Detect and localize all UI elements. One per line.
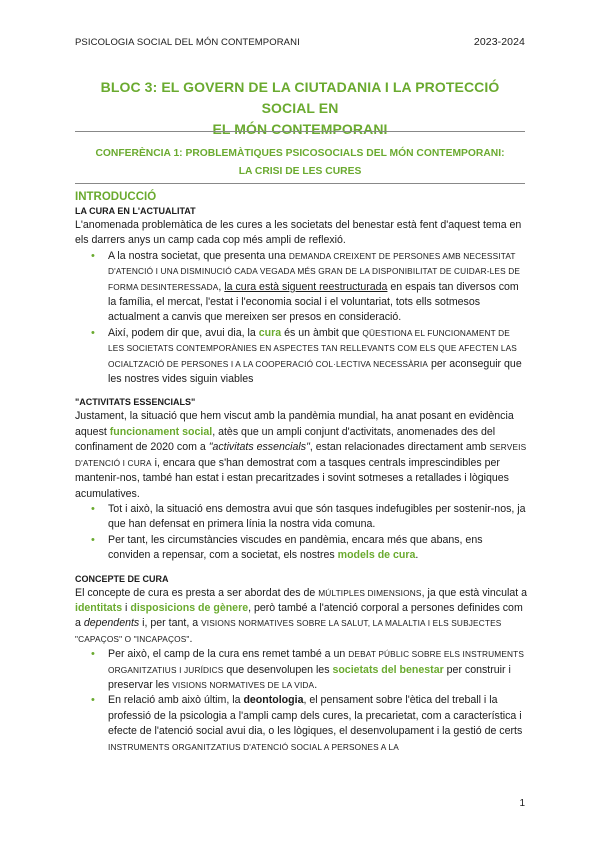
subheading-activitats: "ACTIVITATS ESSENCIALS" xyxy=(75,397,196,408)
bullet-dot-icon: • xyxy=(91,249,95,262)
list-item: • A la nostra societat, que presenta una DEMANDA CREIXENT DE PERSONES AMB NECESSITAT D'ATENCIÓ I UNA DISMINUCIÓ CADA VEGADA MÉS GRAN DE LA DISPONIBILITAT DE CUIDAR-LES DE FORMA DESINTERESSADA, la cura està siguent reestructurada en espais tan diversos com la família, el mercat, l'estat i l'economia social i el voluntariat, tots ells sotmesos actualment a canvis que mereixen ser presos en consideració. xyxy=(91,249,521,324)
title-line-2: EL MÓN CONTEMPORANI xyxy=(212,121,388,137)
concepte-bullet-list xyxy=(75,647,527,755)
activitats-bullet-list xyxy=(75,502,527,564)
intro-bullet-list xyxy=(75,249,527,388)
subheading-cura-actualitat: LA CURA EN L'ACTUALITAT xyxy=(75,206,196,216)
header-year: 2023-2024 xyxy=(473,36,525,48)
bullet-dot-icon: • xyxy=(91,648,95,661)
list-item: • Per tant, les circumstàncies viscudes en pandèmia, encara més que abans, ens conviden a repensar, com a societat, els nostres models de cura. xyxy=(91,533,483,562)
bullet-dot-icon: • xyxy=(91,326,95,339)
section-heading-intro: INTRODUCCIÓ xyxy=(75,191,157,203)
list-item: • Tot i això, la situació ens demostra avui que són tasques indefugibles per sostenir-nos, ja que han defensat en primera línia la nostra vida comuna. xyxy=(91,502,526,531)
bullet-dot-icon: • xyxy=(91,694,95,707)
title-line-1: BLOC 3: EL GOVERN DE LA CIUTADANIA I LA PROTECCIÓ SOCIAL EN xyxy=(100,79,500,116)
document-body xyxy=(75,190,527,755)
list-item: • Així, podem dir que, avui dia, la cura és un àmbit que QÜESTIONA EL FUNCIONAMENT DE LES SOCIETATS CONTEMPORÀNIES EN ASPECTES TAN RELLEVANTS COM ELS QUE AFECTEN LAS OCIALTZACIÓ DE PERSONES I A LA COOPERACIÓ COL·LECTIVA NECESSÀRIA per aconseguir que les nostres vides siguin viables xyxy=(91,326,522,386)
list-item: • Per això, el camp de la cura ens remet també a un DEBAT PÚBLIC SOBRE ELS INSTRUMENTS ORGANITZATIUS I JURÍDICS que desenvolupen les societats del benestar per construir i preservar les VISIONS NORMATIVES DE LA VIDA. xyxy=(91,648,525,691)
list-item: • En relació amb això últim, la deontologia, el pensament sobre l'ètica del treball i la professió de la psicologia a l'ampli camp dels cures, la precarietat, com a característica i efecte de l'atenció social avui dia, o les lògiques, el desenvolupament i la gestió de certs INSTRUMENTS ORGANITZATIUS D'ATENCIÓ SOCIAL A PERSONES A LA xyxy=(91,694,523,752)
conference-line-2: LA CRISI DE LES CURES xyxy=(238,166,362,177)
top-divider xyxy=(75,131,525,132)
activitats-paragraph: Justament, la situació que hem viscut amb la pandèmia mundial, ha anat posant en evidència aquest funcionament social, atès que un ampli conjunt d'activitats, anomenades des del confinament de 2020 com a "activitats essencials", estan relacionades directament amb SERVEIS D'ATENCIÓ I CURA i, encara que s'han demostrat com a tasques centrals imprescindibles per mantenir-nos, també han estat i estan precaritzades i sovint sotmeses a retallades i lògiques acumulatives. xyxy=(75,410,527,500)
conference-title xyxy=(75,145,525,181)
conference-line-1: CONFERÈNCIA 1: PROBLEMÀTIQUES PSICOSOCIALS DEL MÓN CONTEMPORANI: xyxy=(95,148,505,159)
intro-paragraph: L'anomenada problemàtica de les cures a les societats del benestar està fent d'aquest tema en els darrers anys un camp cada cop més ampli de reflexió. xyxy=(75,219,522,247)
bottom-divider xyxy=(75,183,525,184)
subheading-concepte: CONCEPTE DE CURA xyxy=(75,573,169,584)
header-course: PSICOLOGIA SOCIAL DEL MÓN CONTEMPORANI xyxy=(75,37,300,48)
bullet-dot-icon: • xyxy=(91,502,95,515)
concepte-paragraph: El concepte de cura es presta a ser abordat des de MÚLTIPLES DIMENSIONS, ja que està vinculat a identitats i disposicions de gènere, però també a l'atenció corporal a persones definides com a dependents i, per tant, a VISIONS NORMATIVES SOBRE LA SALUT, LA MALALTIA I ELS SUBJECTES "CAPAÇOS" O "INCAPAÇOS". xyxy=(75,586,527,645)
bullet-dot-icon: • xyxy=(91,533,95,546)
page-number: 1 xyxy=(519,798,525,809)
